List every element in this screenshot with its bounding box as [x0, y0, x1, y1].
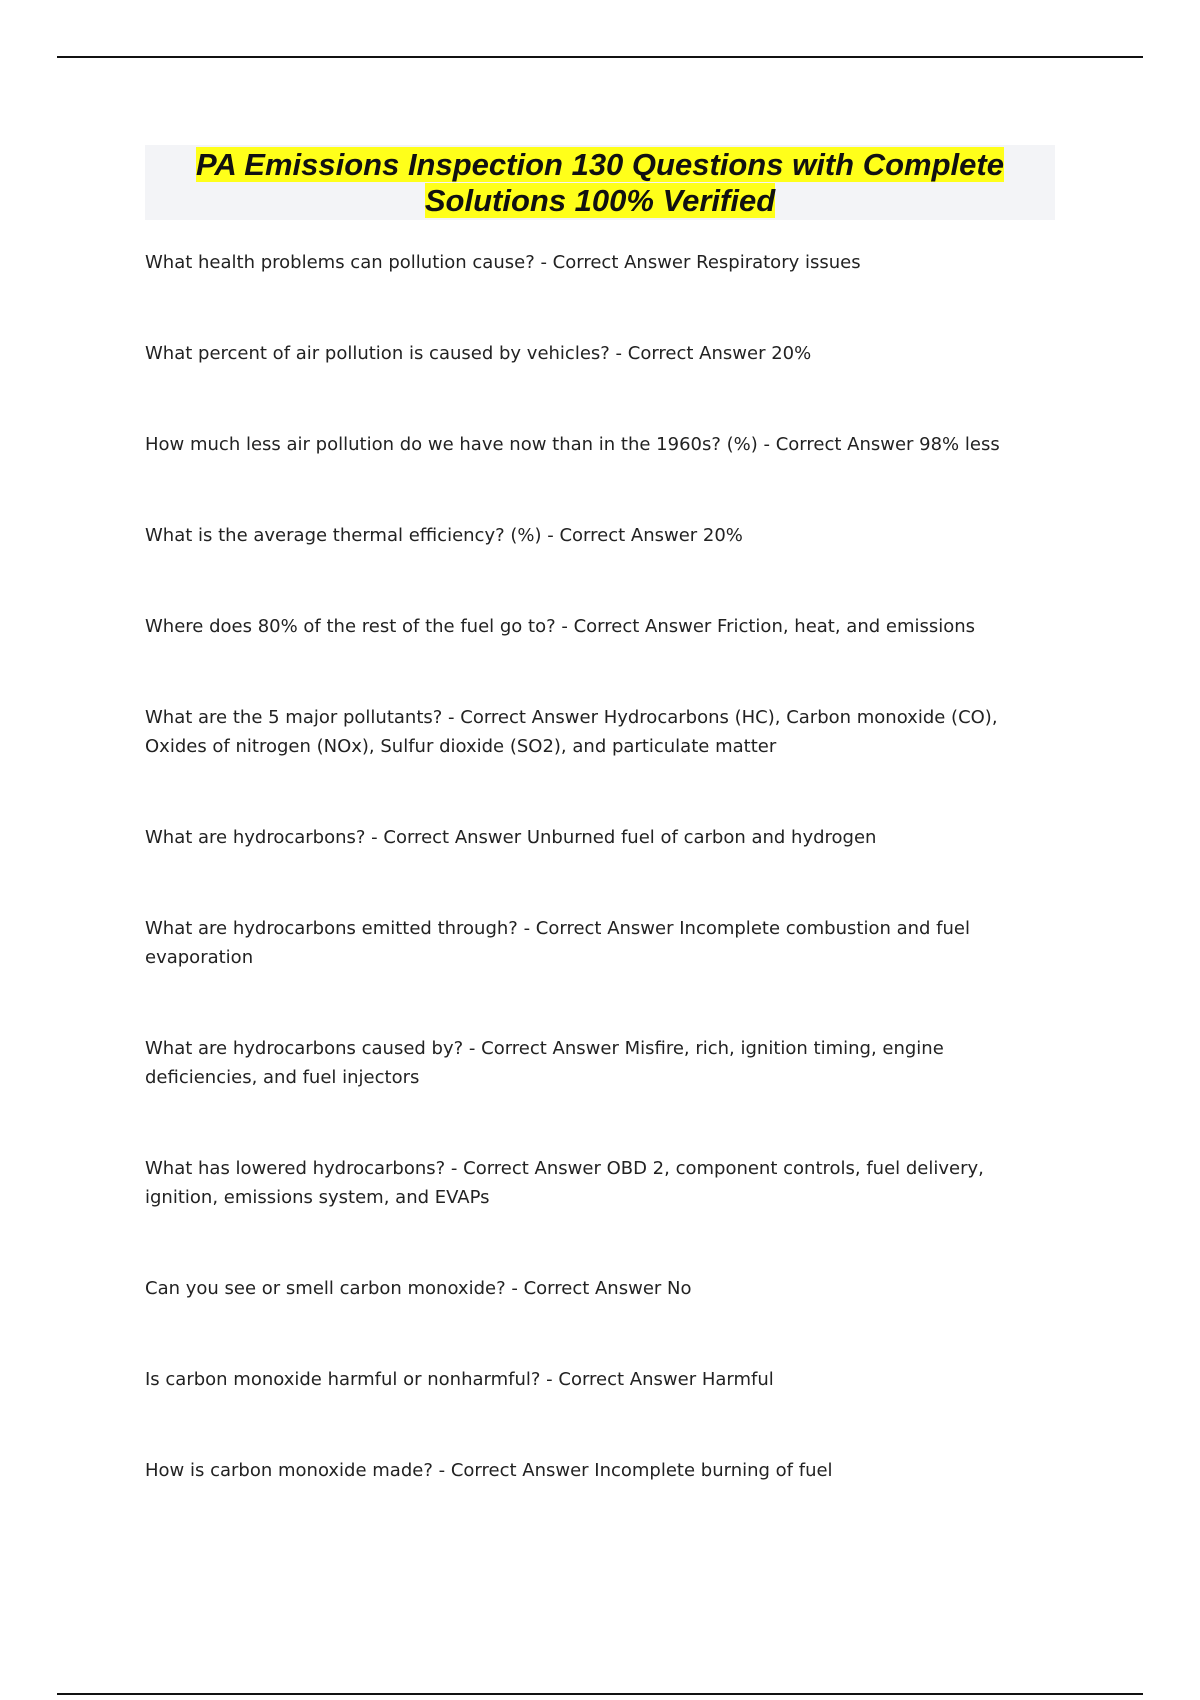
- title-box: [145, 145, 1055, 220]
- qa-item: What are the 5 major pollutants? - Correct Answer Hydrocarbons (HC), Carbon monoxide (CO), Oxides of nitrogen (NOx), Sulfur dioxide (SO2), and particulate matter: [145, 707, 998, 757]
- qa-item: What percent of air pollution is caused by vehicles? - Correct Answer 20%: [145, 343, 812, 364]
- qa-item: How much less air pollution do we have now than in the 1960s? (%) - Correct Answer 98% less: [145, 434, 1000, 455]
- qa-item: What health problems can pollution cause? - Correct Answer Respiratory issues: [145, 252, 861, 273]
- document-title: [145, 145, 1055, 219]
- qa-item: What are hydrocarbons emitted through? - Correct Answer Incomplete combustion and fuel evaporation: [145, 918, 971, 968]
- qa-item: What are hydrocarbons? - Correct Answer Unburned fuel of carbon and hydrogen: [145, 827, 877, 848]
- question-list: [145, 248, 1045, 1547]
- qa-item: Is carbon monoxide harmful or nonharmful? - Correct Answer Harmful: [145, 1369, 774, 1390]
- title-line-2: Solutions 100% Verified: [424, 183, 776, 218]
- qa-item: What are hydrocarbons caused by? - Correct Answer Misfire, rich, ignition timing, engine deficiencies, and fuel injectors: [145, 1038, 944, 1088]
- footer-rule: [57, 1693, 1143, 1695]
- qa-item: What has lowered hydrocarbons? - Correct Answer OBD 2, component controls, fuel delivery, ignition, emissions system, and EVAPs: [145, 1158, 984, 1208]
- qa-item: Can you see or smell carbon monoxide? - Correct Answer No: [145, 1278, 692, 1299]
- title-line-1: PA Emissions Inspection 130 Questions with Complete: [196, 147, 1004, 182]
- qa-item: How is carbon monoxide made? - Correct Answer Incomplete burning of fuel: [145, 1460, 833, 1481]
- qa-item: Where does 80% of the rest of the fuel go to? - Correct Answer Friction, heat, and emissions: [145, 616, 976, 637]
- qa-item: What is the average thermal efficiency? (%) - Correct Answer 20%: [145, 525, 743, 546]
- header-rule: [57, 56, 1143, 58]
